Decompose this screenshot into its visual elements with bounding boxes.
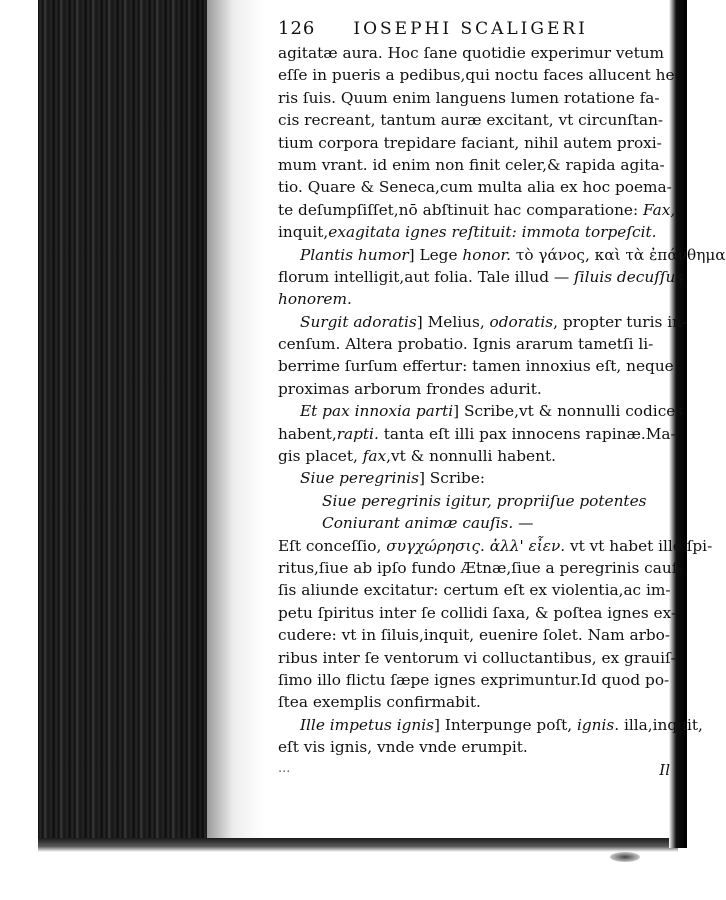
text-segment: tio. Quare & Seneca,cum multa alia ex hoc poema- bbox=[278, 178, 672, 197]
text-line bbox=[278, 109, 670, 131]
italic-segment: honorem. bbox=[278, 290, 352, 309]
text-segment: eſſe in pueris a pedibus,qui noctu faces allucent he- bbox=[278, 66, 680, 85]
page-footer bbox=[278, 761, 670, 783]
text-segment: ſimo illo flictu ſæpe ignes exprimuntur.Id quod po- bbox=[278, 670, 670, 689]
text-line bbox=[278, 244, 726, 266]
text-segment: ] Melius, bbox=[416, 312, 490, 331]
text-line bbox=[278, 467, 670, 489]
italic-segment: Siue peregrinis bbox=[300, 469, 419, 488]
text-segment: ] Lege bbox=[408, 245, 463, 264]
text-line bbox=[278, 378, 670, 400]
text-segment: ] Interpunge poſt, bbox=[433, 715, 577, 734]
text-line bbox=[278, 288, 670, 310]
text-line bbox=[278, 266, 684, 288]
text-segment: ] Scribe: bbox=[418, 469, 486, 488]
italic-segment: Coniurant animæ cauſis. — bbox=[322, 514, 534, 533]
text-segment: gis placet, bbox=[278, 447, 363, 466]
text-segment: . illa,inquit, bbox=[614, 715, 703, 734]
text-segment: vt vt habet ille ſpi- bbox=[565, 536, 713, 555]
page-number: 126 bbox=[278, 18, 316, 39]
text-line bbox=[278, 602, 677, 624]
italic-segment: Ille impetus ignis bbox=[300, 715, 434, 734]
text-segment: tanta eſt illi pax innocens rapinæ.Ma- bbox=[378, 424, 676, 443]
text-line bbox=[278, 221, 670, 243]
text-segment: eſt vis ignis, vnde vnde erumpit. bbox=[278, 738, 528, 757]
italic-segment: ſiluis decuſſus bbox=[574, 267, 684, 286]
signature-mark: ... bbox=[278, 760, 291, 776]
text-line bbox=[278, 333, 670, 355]
text-line bbox=[278, 199, 676, 221]
italic-segment: συγχώρησις. ἀλλ' εἶεν. bbox=[386, 536, 566, 555]
text-line bbox=[278, 64, 680, 86]
text-line bbox=[278, 400, 684, 422]
text-segment: cenſum. Altera probatio. Ignis ararum tametſi li- bbox=[278, 335, 654, 354]
text-line bbox=[278, 669, 670, 691]
text-line bbox=[278, 535, 713, 557]
text-segment: Eſt conceſſio, bbox=[278, 536, 387, 555]
text-line bbox=[278, 490, 670, 512]
text-line bbox=[278, 311, 688, 333]
catchword: Il bbox=[659, 760, 670, 779]
text-line bbox=[278, 557, 683, 579]
italic-segment: Et pax innoxia parti bbox=[300, 402, 454, 421]
italic-segment: exagitata ignes reſtituit: immota torpeſcit. bbox=[328, 223, 657, 242]
text-line bbox=[278, 154, 670, 176]
text-segment: mum vrant. id enim non finit celer,& rapida agita- bbox=[278, 155, 665, 174]
page-gutter-shadow bbox=[207, 0, 265, 845]
text-line bbox=[278, 624, 670, 646]
italic-segment: honor. bbox=[462, 245, 512, 264]
text-segment: habent, bbox=[278, 424, 337, 443]
text-segment: cis recreant, tantum auræ excitant, vt circunſtan- bbox=[278, 111, 664, 130]
book-bottom-edge bbox=[38, 838, 678, 852]
text-block bbox=[278, 18, 726, 783]
text-segment: , propter turis in- bbox=[553, 312, 688, 331]
text-line bbox=[278, 132, 670, 154]
text-segment: florum intelligit,aut folia. Tale illud — bbox=[278, 267, 575, 286]
text-line bbox=[278, 42, 670, 64]
text-line bbox=[278, 445, 670, 467]
italic-segment: Siue peregrinis igitur, propriiſue potentes bbox=[322, 491, 647, 510]
running-head bbox=[278, 18, 670, 42]
book-page-edge bbox=[38, 0, 208, 848]
text-segment: petu ſpiritus inter ſe collidi ſaxa, & poſtea ignes ex- bbox=[278, 603, 677, 622]
italic-segment: rapti. bbox=[336, 424, 379, 443]
text-segment: ſis aliunde excitatur: certum eſt ex violentia,ac im- bbox=[278, 581, 671, 600]
text-line bbox=[278, 512, 670, 534]
text-segment: agitatæ aura. Hoc ſane quotidie experimur vetum bbox=[278, 44, 665, 62]
text-line bbox=[278, 176, 670, 198]
italic-segment: ignis bbox=[576, 715, 615, 734]
text-segment: ris ſuis. Quum enim languens lumen rotatione fa- bbox=[278, 88, 660, 107]
text-segment: tium corpora trepidare faciant, nihil autem proxi- bbox=[278, 133, 662, 152]
text-segment: berrime ſurſum effertur: tamen innoxius eſt, neque bbox=[278, 357, 674, 376]
italic-segment: odoratis bbox=[489, 312, 554, 331]
text-line bbox=[278, 647, 676, 669]
text-line bbox=[278, 87, 670, 109]
text-line bbox=[278, 736, 670, 758]
italic-segment: Surgit adoratis bbox=[300, 312, 417, 331]
italic-segment: Fax, bbox=[643, 200, 676, 219]
ink-smudge bbox=[610, 852, 640, 862]
text-line bbox=[278, 355, 674, 377]
text-segment: te deſumpſiſſet,nō abſtinuit hac comparatione: bbox=[278, 200, 643, 219]
body-text bbox=[278, 42, 726, 759]
text-segment: cudere: vt in ſiluis,inquit, euenire ſolet. Nam arbo- bbox=[278, 626, 671, 645]
text-line bbox=[278, 423, 676, 445]
text-segment: ,vt & nonnulli habent. bbox=[386, 447, 556, 466]
running-title: IOSEPHI SCALIGERI bbox=[353, 19, 588, 39]
text-line bbox=[278, 579, 670, 601]
text-line bbox=[278, 714, 703, 736]
italic-segment: fax bbox=[362, 447, 387, 466]
text-segment: ritus,ſiue ab ipſo fundo Ætnæ,ſiue a peregrinis cauſ- bbox=[278, 558, 683, 577]
text-segment: inquit, bbox=[278, 223, 329, 242]
page-margin bbox=[0, 0, 38, 900]
text-segment: ] Scribe,vt & nonnulli codices bbox=[453, 402, 684, 421]
text-line bbox=[278, 691, 670, 713]
text-segment: ſtea exemplis confirmabit. bbox=[278, 693, 481, 712]
text-segment: ribus inter ſe ventorum vi colluctantibus, ex grauiſ- bbox=[278, 648, 676, 667]
italic-segment: Plantis humor bbox=[300, 245, 409, 264]
text-segment: τὸ γάνος, καὶ τὰ ἐπάνθημα bbox=[511, 245, 726, 264]
text-segment: proximas arborum frondes adurit. bbox=[278, 379, 542, 398]
